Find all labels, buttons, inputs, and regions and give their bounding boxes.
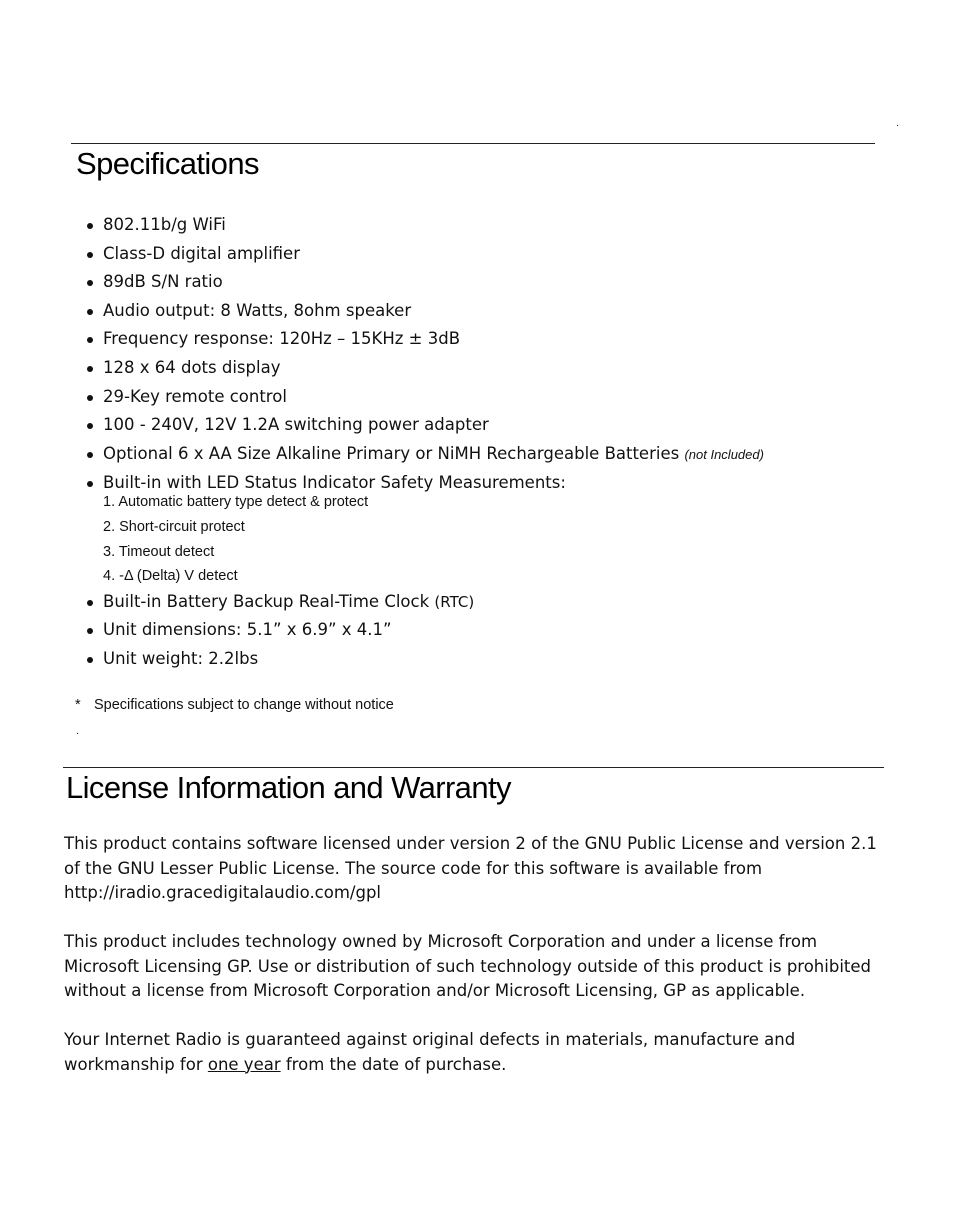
bullet-icon	[87, 395, 93, 401]
sub-item: 2. Short-circuit protect	[103, 519, 245, 536]
spec-item	[84, 271, 904, 293]
bullet-icon	[87, 600, 93, 606]
spec-item	[84, 472, 904, 589]
spec-text: Built-in Battery Backup Real-Time Clock	[103, 591, 430, 611]
spec-item	[84, 243, 904, 265]
bullet-icon	[87, 628, 93, 634]
section-divider-license	[63, 767, 884, 768]
sub-item: 3. Timeout detect	[103, 543, 215, 560]
sub-item: 1. Automatic battery type detect & protect	[103, 494, 369, 511]
license-paragraph-gpl: This product contains software licensed under version 2 of the GNU Public License and version 2.1 of the GNU Lesser Public License. The source code for this software is available from http://iradio.gracedigitalaudio.com/gpl	[64, 834, 877, 902]
license-paragraph-microsoft: This product includes technology owned by Microsoft Corporation and under a license from Microsoft Licensing GP. Use or distribution of such technology outside of this product is prohibited without a license from Microsoft Corporation and/or Microsoft Licensing, GP as applicable.	[64, 932, 872, 1000]
bullet-icon	[87, 223, 93, 229]
spec-text: Unit weight: 2.2lbs	[103, 649, 259, 669]
bullet-icon	[87, 481, 93, 487]
spec-text: Class-D digital amplifier	[103, 243, 300, 263]
spec-text: 89dB S/N ratio	[103, 272, 223, 292]
bullet-icon	[87, 423, 93, 429]
safety-measurements-list	[103, 494, 904, 589]
spec-item	[84, 591, 904, 613]
specifications-list	[84, 214, 904, 677]
footnote-marker: *	[75, 697, 81, 713]
warranty-paragraph	[64, 1028, 884, 1077]
spec-text: 802.11b/g WiFi	[103, 215, 226, 234]
specifications-footnote	[75, 697, 394, 713]
spec-text: 128 x 64 dots display	[103, 357, 281, 377]
bullet-icon	[87, 280, 93, 286]
bullet-icon	[87, 657, 93, 663]
spec-item	[84, 357, 904, 379]
warranty-text: Your Internet Radio is guaranteed against original defects in materials, manufacture and workmanship for	[64, 1030, 796, 1074]
bullet-icon	[87, 366, 93, 372]
bullet-icon	[87, 337, 93, 343]
spec-text: 100 - 240V, 12V 1.2A switching power adapter	[103, 415, 489, 435]
spec-text: Audio output: 8 Watts, 8ohm speaker	[103, 300, 412, 320]
sub-item: 4. -Δ (Delta) V detect	[103, 568, 238, 585]
spec-item	[84, 414, 904, 436]
bullet-icon	[87, 452, 93, 458]
spec-text: 29-Key remote control	[103, 386, 287, 406]
spec-item	[84, 328, 904, 350]
spec-text: Frequency response: 120Hz – 15KHz ± 3dB	[103, 329, 461, 349]
spec-text: Optional 6 x AA Size Alkaline Primary or NiMH Rechargeable Batteries	[103, 443, 680, 463]
spec-note: (not Included)	[684, 446, 764, 462]
license-heading: License Information and Warranty	[66, 770, 511, 805]
spec-text: Built-in with LED Status Indicator Safety Measurements:	[103, 473, 566, 493]
spec-item	[84, 648, 904, 670]
specifications-heading: Specifications	[76, 146, 259, 181]
bullet-icon	[87, 252, 93, 258]
spec-item	[84, 214, 904, 236]
spec-item	[84, 386, 904, 408]
section-divider-top	[71, 143, 875, 144]
bullet-icon	[87, 309, 93, 315]
spec-item	[84, 443, 904, 466]
warranty-text-end: from the date of purchase.	[280, 1054, 507, 1074]
warranty-period: one year	[207, 1054, 281, 1074]
page-marker-dot: .	[76, 726, 80, 737]
page-marker-dot: .	[896, 118, 900, 129]
footnote-text: Specifications subject to change without notice	[94, 697, 394, 713]
spec-suffix: (RTC)	[434, 592, 475, 611]
spec-item	[84, 619, 904, 641]
spec-text: Unit dimensions: 5.1” x 6.9” x 4.1”	[103, 620, 392, 640]
spec-item	[84, 300, 904, 322]
